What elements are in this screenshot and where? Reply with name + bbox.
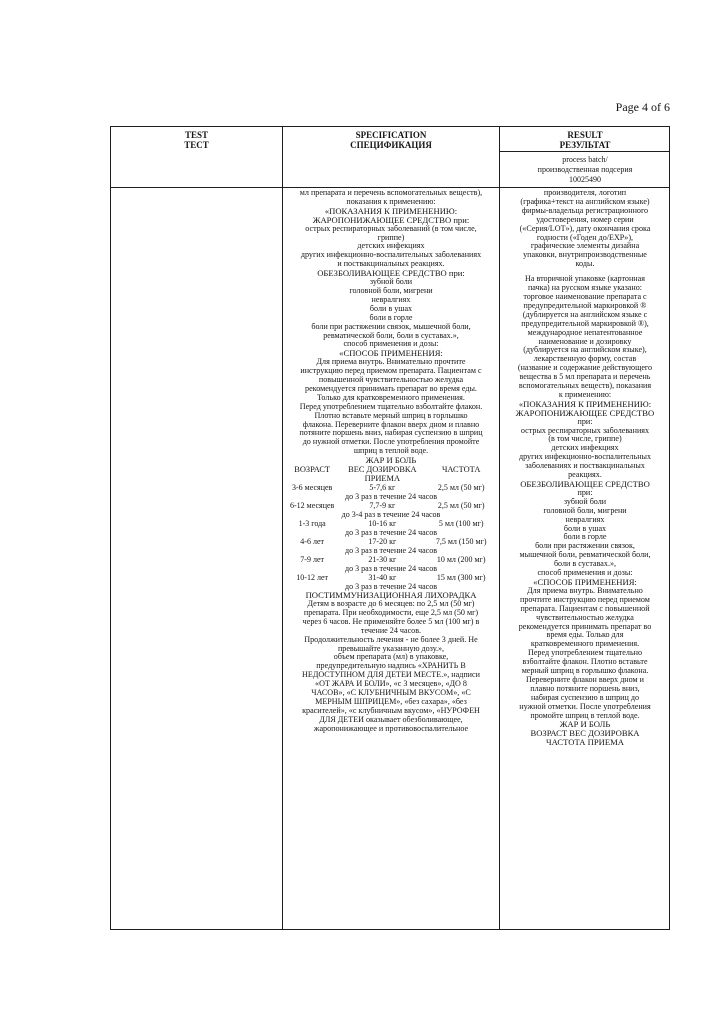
spec-column-header (283, 130, 499, 150)
spec-line: гриппе) (377, 233, 405, 242)
result-line: невралгиях (565, 515, 605, 524)
spec-line: ЖАРОПОНИЖАЮЩЕЕ СРЕДСТВО при: (312, 215, 470, 225)
result-line: упаковки, внутрипроизводственные (523, 251, 647, 260)
result-line: международное непатентованное (527, 328, 643, 337)
result-line: мышечной боли, ревматической боли, (519, 551, 651, 560)
spec-line: флакона. Переверните флакон вверх дном и плавно (302, 420, 480, 429)
dosage-age: 4-6 лет (300, 537, 324, 547)
specification-column (283, 189, 499, 734)
result-line: торговое наименование препарата с (523, 292, 647, 301)
result-line: удостоверения, номер серии (536, 215, 634, 224)
result-line: лекарственную форму, состав (533, 355, 637, 364)
spec-line: способ применения и дозы: (343, 340, 439, 349)
result-line: кратковременного применения. (530, 640, 640, 649)
spec-line: боли в ушах (369, 304, 413, 313)
dosage-row-frequency (283, 582, 499, 591)
result-line: к применению: (558, 390, 612, 399)
dosage-row-frequency (283, 564, 499, 573)
dosage-weight: 31-40 кг (368, 573, 397, 583)
result-line: На вторичной упаковке (картонная (525, 275, 645, 284)
batch-label-en: process batch/ (562, 155, 608, 164)
result-line: ВОЗРАСТ ВЕС ДОЗИРОВКА (530, 729, 640, 739)
result-line: вещества в 5 мл препарата и перечень (519, 373, 651, 382)
result-line: нужной отметки. После употребления (519, 702, 651, 711)
dosage-row (283, 483, 499, 492)
spec-line: боли в горле (369, 313, 413, 322)
result-line: боли при растяжении связок, (535, 542, 635, 551)
result-line: рекомендуется принимать препарат во (518, 622, 652, 631)
dosage-age: 3-6 месяцев (291, 483, 333, 493)
dosage-row (283, 519, 499, 528)
batch-label-ru: производственная подсерия (537, 165, 633, 174)
result-line: (дублируется на английском языке с (522, 310, 648, 319)
result-line: предупредительной маркировкой ®), (521, 319, 649, 328)
spec-line: и поствакцинальных реакциях. (337, 260, 445, 269)
result-line: «ПОКАЗАНИЯ К ПРИМЕНЕНИЮ: (518, 399, 652, 409)
result-line: фирмы-владельца регистрационного (521, 206, 649, 215)
spec-line: предупредительную надпись «ХРАНИТЬ В (316, 662, 466, 671)
dosage-frequency: до 3 раз в течение 24 часов (345, 492, 437, 502)
spec-line: ДЛЯ ДЕТЕЙ оказывает обезболивающее, (319, 715, 463, 724)
dosage-age: 1-3 года (298, 519, 326, 529)
spec-line: превышайте указанную дозу.», (337, 644, 445, 653)
result-line: ЖАР И БОЛЬ (559, 720, 611, 730)
spec-line: невралгиях (371, 295, 411, 304)
specification-table (110, 126, 670, 930)
result-line: при: (577, 417, 593, 426)
spec-line: других инфекционно-воспалительных заболеваниях (300, 251, 482, 260)
result-line: графические элементы дизайна (530, 242, 640, 251)
dosage-header-row (283, 474, 499, 483)
spec-line: потяните поршень вниз, набирая суспензию в шприц (299, 429, 483, 438)
result-line: заболеваниях и поствакцинальных (525, 462, 645, 471)
dosage-header-cell: ВОЗРАСТ (294, 465, 331, 475)
result-line: других инфекционно-воспалительных (518, 453, 652, 462)
result-line: время еды. Только для (546, 631, 624, 640)
page-number: Page 4 of 6 (615, 100, 670, 114)
result-line: (название и содержание действующего (517, 364, 653, 373)
result-line: при: (577, 488, 593, 497)
dosage-age: 10-12 лет (296, 573, 328, 583)
dosage-row-frequency (283, 528, 499, 537)
spec-line: «ОТ ЖАРА И БОЛИ», «с 3 месяцев», «ДО 8 (315, 680, 467, 689)
result-line: (в том числе, гриппе) (548, 435, 622, 444)
test-header-en: TEST (184, 130, 208, 140)
dosage-amount: 7,5 мл (150 мг) (435, 537, 487, 547)
dosage-row-frequency (283, 492, 499, 501)
result-line: чувствительностью желудка (536, 613, 634, 622)
dosage-age: 6-12 месяцев (289, 501, 335, 511)
result-line: (графика+текст на английском языке) (520, 197, 650, 206)
dosage-amount: 15 мл (300 мг) (436, 573, 486, 583)
spec-line: объем препарата (мл) в упаковке, (333, 653, 449, 662)
spec-line: инструкцию перед приемом препарата. Пациентам с (300, 367, 482, 376)
dosage-weight: 21-30 кг (368, 555, 397, 565)
result-line: «СПОСОБ ПРИМЕНЕНИЯ: (533, 577, 637, 587)
result-line: острых респираторных заболеваниях (520, 426, 650, 435)
dosage-row (283, 573, 499, 582)
result-line: Перед употреблением тщательно (527, 649, 643, 658)
dosage-row (283, 537, 499, 546)
dosage-row-frequency (283, 546, 499, 555)
spec-line: жаропонижающее и противовоспалительное (313, 724, 469, 733)
test-header-ru: ТЕСТ (184, 140, 209, 150)
result-line: предупредительной маркировкой ® (523, 301, 647, 310)
result-header-divider (499, 151, 669, 152)
spec-line: через 6 часов. Не применяйте более 5 мл (100 мг) в (302, 617, 480, 626)
result-line: пачка) на русском языке указано: (527, 284, 643, 293)
spec-line: ОБЕЗБОЛИВАЮЩЕЕ СРЕДСТВО при: (317, 269, 465, 279)
result-line: способ применения и дозы: (537, 569, 633, 578)
spec-line: мл препарата и перечень вспомогательных веществ), (299, 189, 483, 197)
result-batch-cell (500, 155, 670, 185)
result-line: промойте шприц в теплой воде. (530, 711, 640, 720)
dosage-age: 7-9 лет (300, 555, 324, 565)
result-column (500, 189, 670, 747)
spec-line: препарата. При необходимости, еще 2,5 мл (50 мг) (303, 608, 479, 617)
spec-line: красителей», «с клубничным вкусом», «НУРОФЕН (302, 706, 480, 715)
spec-line: шприц в теплой воде. (353, 447, 429, 456)
dosage-weight: 7,7-9 кг (369, 501, 396, 511)
dosage-header-row (283, 465, 499, 474)
dosage-frequency: до 3 раз в течение 24 часов (345, 582, 437, 592)
result-line: производителя, логотип (543, 189, 627, 197)
spec-line: МЕРНЫМ ШПРИЦЕМ», «без сахара», «без (315, 697, 467, 706)
dosage-amount: 2,5 мл (50 мг) (437, 483, 485, 493)
dosage-amount: 10 мл (200 мг) (436, 555, 486, 565)
spec-line: показания к применению: (346, 197, 436, 206)
spec-line: боли при растяжении связок, мышечной боли, (311, 322, 471, 331)
spec-line: рекомендуется принимать препарат во время еды. (305, 384, 477, 393)
spec-line: Продолжительность лечения - не более 3 дней. Не (304, 635, 478, 644)
spec-line: ревматической боли, боли в суставах.», (323, 331, 459, 340)
dosage-frequency: до 3 раз в течение 24 часов (345, 564, 437, 574)
dosage-header-cell: ЧАСТОТА (441, 465, 481, 475)
spec-line: головной боли, мигрени (349, 286, 433, 295)
result-line: головной боли, мигрени (543, 506, 627, 515)
result-line: наименование и дозировку (538, 337, 632, 346)
spec-line: до нужной отметки. После употребления промойте (302, 438, 480, 447)
result-line: набирая суспензию в шприц до (530, 693, 640, 702)
result-line: препарата. Пациентам с повышенной (520, 604, 650, 613)
dosage-weight: 10-16 кг (368, 519, 397, 529)
result-line: боли в ушах (563, 524, 607, 533)
result-line: коды. (575, 260, 595, 269)
spec-line: ЖАР И БОЛЬ (365, 456, 417, 466)
result-line: детских инфекциях (551, 444, 619, 453)
spec-line: ЧАСОВ», «С КЛУБНИЧНЫМ ВКУСОМ», «С (311, 689, 471, 698)
dosage-header-cell: ПРИЕМА (364, 474, 401, 484)
spec-line: детских инфекциях (357, 242, 425, 251)
result-line: вспомогательных веществ), показания (518, 382, 652, 391)
spec-line: острых респираторных заболеваний (в том числе, (305, 224, 477, 233)
spec-line: ПОСТИММУНИЗАЦИОННАЯ ЛИХОРАДКА (305, 591, 477, 600)
result-header-ru: РЕЗУЛЬТАТ (559, 140, 611, 150)
dosage-amount: 5 мл (100 мг) (438, 519, 484, 529)
result-line: ЧАСТОТА ПРИЕМА (546, 738, 624, 748)
spec-header-ru: СПЕЦИФИКАЦИЯ (350, 140, 432, 150)
result-column-header (500, 130, 670, 150)
spec-line: Для приема внутрь. Внимательно прочтите (316, 358, 466, 367)
spec-line: Только для кратковременного применения. (317, 393, 465, 402)
specification-text-block (283, 189, 499, 465)
result-line: плавно потяните поршень вниз, (530, 684, 640, 693)
batch-number: 10025490 (569, 175, 601, 184)
dosage-weight: 17-20 кг (368, 537, 397, 547)
dosage-frequency: до 3-4 раз в течение 24 часов (341, 510, 441, 520)
dosage-table (283, 465, 499, 591)
specification-text-block-continued (283, 591, 499, 734)
result-text-block (500, 189, 670, 747)
spec-line: повышенной чувствительностью желудка (318, 376, 464, 385)
result-line: Переверните флакон вверх дном и (525, 675, 645, 684)
spec-line: течение 24 часов. (360, 626, 422, 635)
dosage-header-cell: ВЕС ДОЗИРОВКА (348, 465, 417, 475)
test-column-header (111, 130, 282, 150)
result-line: Для приема внутрь. Внимательно (527, 586, 643, 595)
spec-line: «СПОСОБ ПРИМЕНЕНИЯ: (339, 349, 443, 359)
dosage-row (283, 555, 499, 564)
result-line: зубной боли (563, 497, 607, 506)
spec-line: НЕДОСТУПНОМ ДЛЯ ДЕТЕЙ МЕСТЕ.», надписи (302, 671, 480, 680)
dosage-weight: 5-7,6 кг (369, 483, 396, 493)
spec-line: Плотно вставьте мерный шприц в горлышко (314, 411, 468, 420)
spec-line: зубной боли (369, 278, 413, 287)
dosage-amount: 2,5 мл (50 мг) (437, 501, 485, 511)
result-line: прочтите инструкцию перед приемом (520, 595, 650, 604)
result-header-en: RESULT (567, 130, 603, 140)
header-bottom-divider (111, 187, 669, 188)
spec-line: «ПОКАЗАНИЯ К ПРИМЕНЕНИЮ: (324, 206, 458, 216)
dosage-frequency: до 3 раз в течение 24 часов (345, 528, 437, 538)
spec-line: Детям в возрасте до 6 месяцев: по 2,5 мл (50 мг) (307, 600, 475, 608)
result-line: ОБЕЗБОЛИВАЮЩЕЕ СРЕДСТВО (520, 480, 650, 489)
result-line: годности («Годен до/EXP»), (536, 233, 634, 242)
result-line: взболтайте флакон. Плотно вставьте (522, 658, 648, 667)
spec-line: Перед употреблением тщательно взболтайте флакон. (299, 402, 483, 411)
dosage-row (283, 501, 499, 510)
result-line: реакциях. (568, 471, 602, 480)
result-line: боли в суставах.», (553, 560, 617, 569)
dosage-row-frequency (283, 510, 499, 519)
spec-header-en: SPECIFICATION (355, 130, 427, 140)
result-line: («Серия/LOT»), дату окончания срока (519, 224, 651, 233)
dosage-frequency: до 3 раз в течение 24 часов (345, 546, 437, 556)
result-line: ЖАРОПОНИЖАЮЩЕЕ СРЕДСТВО (515, 408, 655, 418)
result-line: боли в горле (563, 533, 607, 542)
result-line: (дублируется на английском языке), (523, 346, 647, 355)
result-line: мерный шприц в горлышко флакона. (521, 667, 649, 676)
